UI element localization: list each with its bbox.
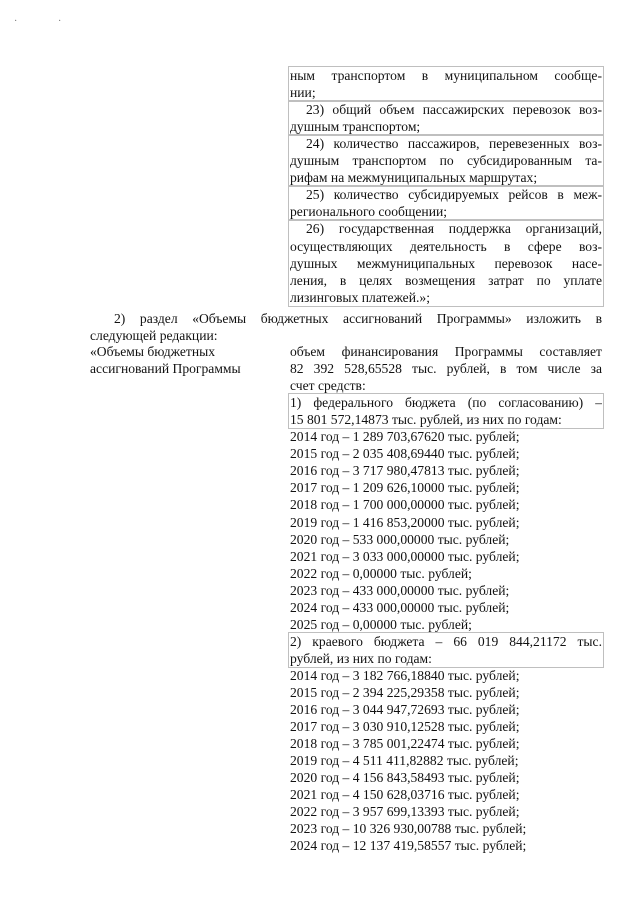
federal-year-row: 2014 год – 1 289 703,67620 тыс. рублей;: [290, 429, 520, 445]
regional-year-row: 2018 год – 3 785 001,22474 тыс. рублей;: [290, 736, 520, 752]
regional-budget-line-box: [288, 632, 604, 668]
list-item-line: регионального сообщении;: [290, 204, 448, 220]
list-item: [288, 100, 604, 136]
list-item-line: ным транспортом в муниципальном сообще-: [290, 68, 602, 83]
list-item-line: 23) общий объем пассажирских перевозок воз-: [306, 102, 602, 118]
list-item-line: душным транспортом;: [290, 119, 421, 135]
regional-year-row: 2020 год – 4 156 843,58493 тыс. рублей;: [290, 770, 520, 786]
corner-mark: ·: [58, 16, 62, 27]
regional-year-row: 2022 год – 3 957 699,13393 тыс. рублей;: [290, 804, 520, 820]
federal-year-row: 2015 год – 2 035 408,69440 тыс. рублей;: [290, 446, 520, 462]
federal-year-row: 2022 год – 0,00000 тыс. рублей;: [290, 565, 472, 581]
budget-label-line: «Объемы бюджетных: [90, 344, 216, 359]
federal-year-row: 2025 год – 0,00000 тыс. рублей;: [290, 616, 472, 632]
federal-budget-line: 1) федерального бюджета (по согласованию) –: [290, 395, 602, 411]
list-item-line: нии;: [290, 85, 316, 101]
federal-year-row: 2018 год – 1 700 000,00000 тыс. рублей;: [290, 497, 520, 513]
regional-year-row: 2023 год – 10 326 930,00788 тыс. рублей;: [290, 821, 527, 837]
list-item: [288, 219, 604, 306]
federal-year-row: 2021 год – 3 033 000,00000 тыс. рублей;: [290, 548, 520, 564]
list-item: [288, 134, 604, 187]
federal-year-row: 2016 год – 3 717 980,47813 тыс. рублей;: [290, 463, 520, 479]
regional-year-row: 2014 год – 3 182 766,18840 тыс. рублей;: [290, 667, 520, 683]
federal-year-row: 2024 год – 433 000,00000 тыс. рублей;: [290, 599, 510, 615]
regional-budget-line: рублей, из них по годам:: [290, 650, 432, 666]
regional-year-row: 2015 год – 2 394 225,29358 тыс. рублей;: [290, 685, 520, 700]
list-item: [288, 185, 604, 221]
regional-year-row: 2021 год – 4 150 628,03716 тыс. рублей;: [290, 787, 520, 803]
list-item-line: осуществляющих деятельность в сфере воз-: [290, 238, 602, 254]
regional-budget-line: 2) краевого бюджета – 66 019 844,21172 тыс.: [290, 633, 602, 649]
list-item: [288, 66, 604, 102]
federal-budget-line-box: [288, 393, 604, 429]
list-item-line: 25) количество субсидируемых рейсов в меж-: [306, 187, 602, 203]
list-item-line: рифам на межмуниципальных маршрутах;: [290, 170, 538, 186]
budget-label-line: ассигнований Программы: [90, 361, 241, 377]
federal-year-row: 2023 год – 433 000,00000 тыс. рублей;: [290, 582, 510, 598]
regional-year-row: 2024 год – 12 137 419,58557 тыс. рублей;: [290, 838, 527, 854]
list-item-line: душным транспортом по субсидированным та-: [290, 153, 602, 169]
list-item-line: душных межмуниципальных перевозок насе-: [290, 255, 602, 271]
regional-year-row: 2019 год – 4 511 411,82882 тыс. рублей;: [290, 753, 519, 769]
list-item-line: 24) количество пассажиров, перевезенных воз-: [306, 136, 602, 152]
regional-year-row: 2017 год – 3 030 910,12528 тыс. рублей;: [290, 719, 520, 735]
budget-intro-line: 82 392 528,65528 тыс. рублей, в том числе за: [290, 361, 602, 377]
list-item-line: 26) государственная поддержка организаций,: [306, 221, 602, 237]
federal-year-row: 2020 год – 533 000,00000 тыс. рублей;: [290, 531, 510, 547]
paragraph-line: следующей редакции:: [90, 328, 218, 344]
corner-mark: ·: [14, 16, 18, 27]
federal-year-row: 2017 год – 1 209 626,10000 тыс. рублей;: [290, 480, 520, 496]
budget-intro-line: счет средств:: [290, 378, 366, 394]
budget-intro-line: объем финансирования Программы составляет: [290, 344, 602, 359]
regional-year-row: 2016 год – 3 044 947,72693 тыс. рублей;: [290, 702, 520, 718]
list-item-line: ления, в целях возмещения затрат по уплате: [290, 272, 602, 288]
paragraph-line: 2) раздел «Объемы бюджетных ассигнований Программы» изложить в: [114, 311, 602, 326]
federal-budget-line: 15 801 572,14873 тыс. рублей, из них по годам:: [290, 412, 562, 428]
federal-year-row: 2019 год – 1 416 853,20000 тыс. рублей;: [290, 514, 520, 530]
list-item-line: лизинговых платежей.»;: [290, 289, 430, 305]
